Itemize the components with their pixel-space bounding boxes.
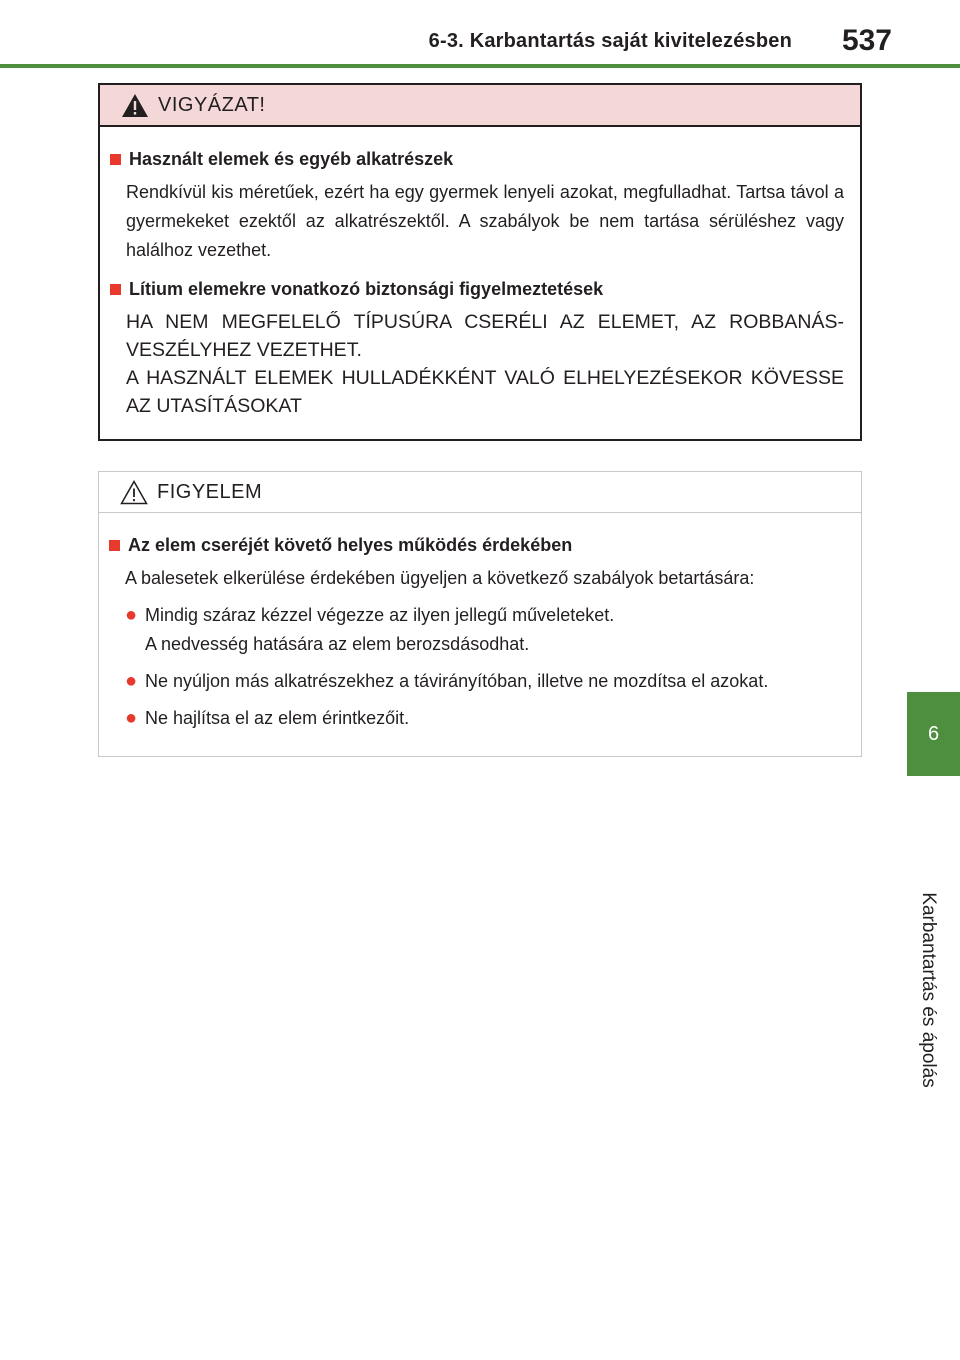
- caution-header: [100, 85, 860, 127]
- notice-bullet-1-line-1: Mindig száraz kézzel végezze az ilyen jellegű műveleteket.: [145, 605, 615, 625]
- round-bullet-icon: ●: [125, 707, 138, 729]
- chapter-number: 6: [927, 722, 940, 745]
- notice-bullet-3: [125, 704, 845, 733]
- square-bullet-icon: [110, 154, 121, 165]
- notice-intro: A balesetek elkerülése érdekében ügyeljen a következő szabályok betartására:: [125, 568, 755, 588]
- caution-subheading-1: [110, 149, 844, 170]
- header-divider: [0, 64, 960, 68]
- notice-title: FIGYELEM: [157, 480, 263, 503]
- notice-bullet-3-text: Ne hajlítsa el az elem érintkezőit.: [145, 708, 410, 728]
- notice-bullet-1-line-2: A nedvesség hatására az elem berozsdásodhat.: [145, 634, 530, 654]
- square-bullet-icon: [109, 540, 120, 551]
- round-bullet-icon: ●: [125, 604, 138, 626]
- round-bullet-icon: ●: [125, 670, 138, 692]
- notice-bullet-1: [125, 601, 845, 659]
- chapter-title: Karbantartás és ápolás: [918, 892, 939, 1088]
- warning-icon: [120, 92, 150, 119]
- caution-subheading-1-text: Használt elemek és egyéb alkatrészek: [129, 149, 454, 169]
- notice-box: [98, 471, 862, 757]
- notice-subheading: [109, 535, 845, 556]
- notice-header: [99, 472, 861, 513]
- notice-body: [99, 513, 861, 733]
- warning-outline-icon: [119, 479, 149, 506]
- square-bullet-icon: [110, 284, 121, 295]
- chapter-tab: [907, 692, 960, 776]
- notice-bullet-2-text: Ne nyúljon más alkatrészekhez a távirányítóban, illetve ne mozdítsa el azokat.: [145, 671, 769, 691]
- notice-bullet-2: [125, 667, 845, 696]
- caution-box: [98, 83, 862, 441]
- caution-title: VIGYÁZAT!: [158, 93, 266, 116]
- caution-paragraph-1: Rendkívül kis méretűek, ezért ha egy gyermek lenyeli azokat, megfulladhat. Tartsa távol a gyermekeket ezektől az alkatrészektől. A szabályok be nem tartása sérüléshez vagy halálhoz vezethet.: [126, 182, 844, 260]
- page-number: 537: [841, 24, 892, 57]
- caution-warning-text-1: HA NEM MEGFELELŐ TÍPUSÚRA CSERÉLI AZ ELEMET, AZ ROBBANÁS-VESZÉLYHEZ VEZETHET.: [126, 311, 844, 361]
- caution-body: [100, 127, 860, 420]
- caution-subheading-2-text: Lítium elemekre vonatkozó biztonsági figyelmeztetések: [129, 279, 604, 299]
- caution-warning-text-2: A HASZNÁLT ELEMEK HULLADÉKKÉNT VALÓ ELHELYEZÉSEKOR KÖVESSE AZ UTASÍTÁSOKAT: [126, 367, 844, 417]
- caution-subheading-2: [110, 279, 844, 300]
- notice-subheading-text: Az elem cseréjét követő helyes működés érdekében: [128, 535, 573, 555]
- section-title: 6-3. Karbantartás saját kivitelezésben: [428, 30, 792, 52]
